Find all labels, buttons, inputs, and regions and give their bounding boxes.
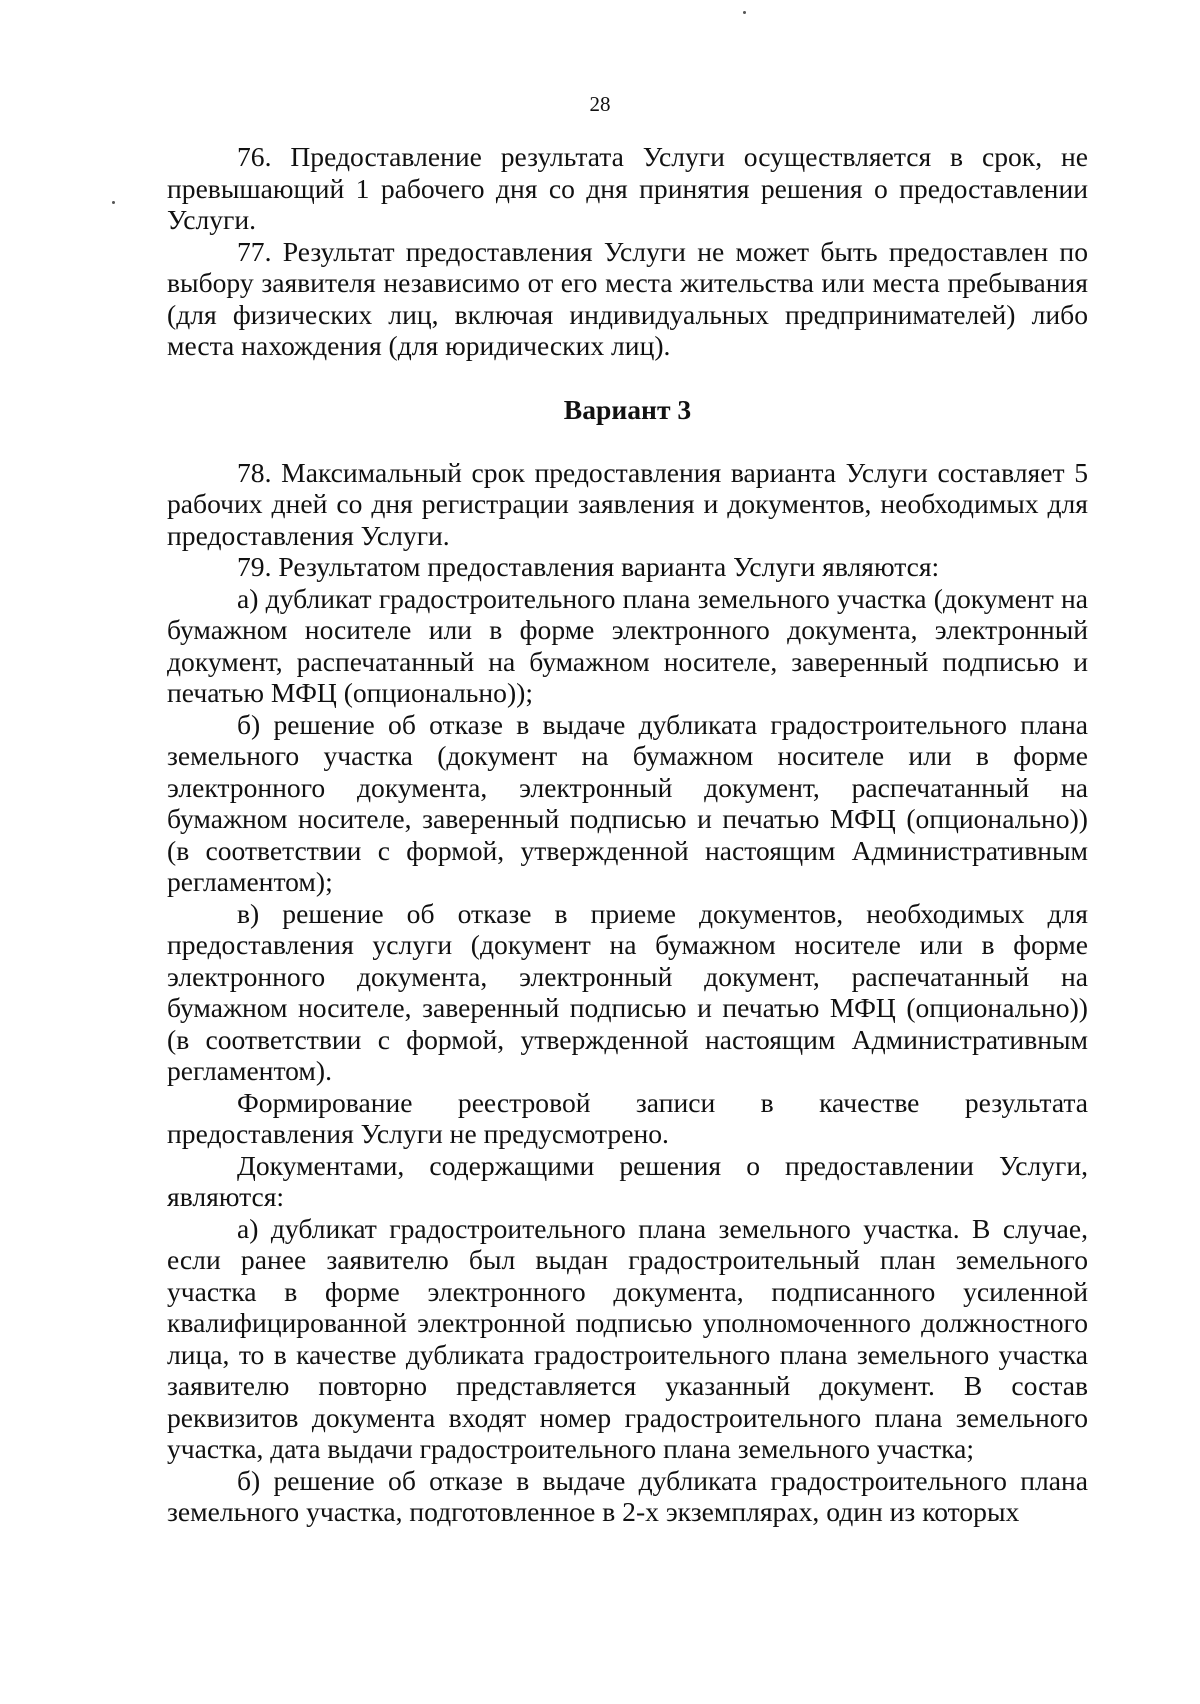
paragraph-registry-record: Формирование реестровой записи в качестве результата предоставления Услуги не предусмотрено. (167, 1086, 1088, 1149)
paragraph-decision-documents: Документами, содержащими решения о предоставлении Услуги, являются: (167, 1149, 1088, 1212)
list-item-b-refusal-duplicate: б) решение об отказе в выдаче дубликата градостроительного плана земельного участка (документ на бумажном носителе или в форме электронного документа, электронный документ, распечатанный на бумажном носителе, заверенный подписью и печатью МФЦ (опционально)) (в соответствии с формой, утвержденной настоящим Административным регламентом); (167, 708, 1088, 897)
paragraph-77: 77. Результат предоставления Услуги не может быть предоставлен по выбору заявителя независимо от его места жительства или места пребывания (для физических лиц, включая индивидуальных предпринимателей) либо места нахождения (для юридических лиц). (167, 235, 1088, 361)
decision-item-b-refusal: б) решение об отказе в выдаче дубликата градостроительного плана земельного участка, подготовленное в 2-х экземплярах, один из которых (167, 1464, 1088, 1527)
page-number: 28 (589, 92, 611, 116)
document-body (167, 141, 1088, 1528)
section-heading: Вариант 3 (563, 393, 692, 425)
paragraph-78: 78. Максимальный срок предоставления варианта Услуги составляет 5 рабочих дней со дня регистрации заявления и документов, необходимых для предоставления Услуги. (167, 456, 1088, 551)
decision-item-a-duplicate: а) дубликат градостроительного плана земельного участка. В случае, если ранее заявителю был выдан градостроительный план земельного участка в форме электронного документа, подписанного усиленной квалифицированной электронной подписью уполномоченного должностного лица, то в качестве дубликата градостроительного плана земельного участка заявителю повторно представляется указанный документ. В состав реквизитов документа входят номер градостроительного плана земельного участка, дата выдачи градостроительного плана земельного участка; (167, 1212, 1088, 1464)
paragraph-79: 79. Результатом предоставления варианта Услуги являются: (237, 551, 940, 582)
list-item-c-refusal-documents: в) решение об отказе в приеме документов, необходимых для предоставления услуги (документ на бумажном носителе или в форме электронного документа, электронный документ, распечатанный на бумажном носителе, заверенный подписью и печатью МФЦ (опционально)) (в соответствии с формой, утвержденной настоящим Административным регламентом). (167, 897, 1088, 1086)
scan-speck (112, 201, 115, 204)
scan-speck (743, 11, 746, 14)
list-item-a-duplicate: а) дубликат градостроительного плана земельного участка (документ на бумажном носителе или в форме электронного документа, электронный документ, распечатанный на бумажном носителе, заверенный подписью и печатью МФЦ (опционально)); (167, 582, 1088, 708)
paragraph-76: 76. Предоставление результата Услуги осуществляется в срок, не превышающий 1 рабочего дня со дня принятия решения о предоставлении Услуги. (167, 141, 1088, 235)
